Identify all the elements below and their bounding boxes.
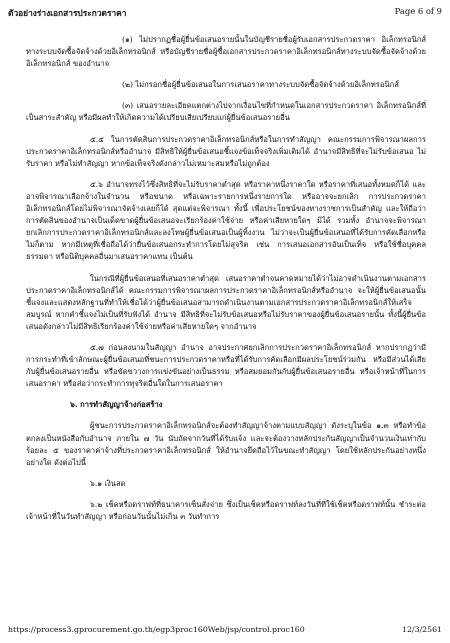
section-heading-6: ๖. การทำสัญญาจ้างก่อสร้าง: [70, 400, 163, 410]
paragraph-clause-5-6: ๕.๖ อำนาจทรงไว้ซึ่งสิทธิที่จะไม่รับราคาต่ำสุด หรือราคาหนึ่งราคาใด หรือราคาที่เสนอทั้งหมดก็ได้ และอาจพิจารณาเลือกจ้างในจำนวน หรือขนาด หรือเฉพาะรายการหนึ่งรายการใด หรืออาจจะยกเลิก การประกวดราคาอิเล็กทรอนิกส์โดยไม่พิจารณาจัดจ้างเลยก็ได้ สุดแต่จะพิจารณา ทั้งนี้ เพื่อประโยชน์ของทางราชการเป็นสำคัญ และให้ถือว่าการตัดสินของอำนาจเป็นเด็ดขาดผู้ยื่นข้อเสนอจะเรียกร้องค่าใช้จ่าย หรือค่าเสียหายใดๆ มิได้ รวมทั้ง อำนาจจะพิจารณายกเลิกการประกวดราคาอิเล็กทรอนิกส์และลงโทษผู้ยื่นข้อเสนอเป็นผู้ทิ้งงาน ไม่ว่าจะเป็นผู้ยื่นข้อเสนอที่ได้รับการคัดเลือกหรือไม่ก็ตาม หากมีเหตุที่เชื่อถือได้ว่ายื่นข้อเสนอกระทำการโดยไม่สุจริต เช่น การเสนอเอกสารอันเป็นเท็จ หรือใช้ชื่อบุคคลธรรมดา หรือนิติบุคคลอื่นมาเสนอราคาแทน เป็นต้น: [26, 179, 426, 262]
page-header: [8, 6, 442, 20]
paragraph-clause-6-1: ๖.๑ เงินสด: [90, 478, 126, 488]
paragraph-clause-5-7: ๕.๗ ก่อนลงนามในสัญญา อำนาจ อาจประกาศยกเลิกการประกวดราคาอิเล็กทรอนิกส์ หากปรากฏว่ามีการกระทำที่เข้าลักษณะผู้ยื่นข้อเสนอที่ชนะการประกวดราคาหรือที่ได้รับการคัดเลือกมีผลประโยชน์ร่วมกัน หรือมีส่วนได้เสียกับผู้ยื่นข้อเสนอรายอื่น หรือขัดขวางการแข่งขันอย่างเป็นธรรม หรือสมยอมกันกับผู้ยื่นข้อเสนอรายอื่น หรือเจ้าหน้าที่ในการเสนอราคา หรือส่อว่ากระทำการทุจริตอื่นใดในการเสนอราคา: [26, 342, 426, 389]
paragraph-section-6: ผู้ชนะการประกวดราคาอิเล็กทรอนิกส์จะต้องทำสัญญาจ้างตามแบบสัญญา ดังระบุในข้อ ๑.๓ หรือทำข้อตกลงเป็นหนังสือกับอำนาจ ภายใน ๗ วัน นับถัดจากวันที่ได้รับแจ้ง และจะต้องวางหลักประกันสัญญาเป็นจำนวนเงินเท่ากับร้อยละ ๕ ของราคาค่าจ้างที่ประกวดราคาอิเล็กทรอนิกส์ ให้อำนาจยึดถือไว้ในขณะทำสัญญา โดยใช้หลักประกันอย่างหนึ่งอย่างใด ดังต่อไปนี้: [26, 421, 426, 467]
paragraph-clause-6-2: ๖.๒ เช็คหรือดราฟท์ที่ธนาคารเซ็นสั่งจ่าย ซึ่งเป็นเช็คหรือดราฟท์ลงวันที่ที่ใช้เช็คหรือดราฟท์นั้น ชำระต่อเจ้าหน้าที่ในวันทำสัญญา หรือก่อนวันนั้นไม่เกิน ๓ วันทำการ: [26, 499, 426, 521]
document-title: ตัวอย่างร่างเอกสารประกวดราคา: [8, 8, 127, 18]
paragraph-item-1: (๑) ไม่ปรากฏชื่อผู้ยื่นข้อเสนอรายนั้นในบัญชีรายชื่อผู้รับเอกสารประกวดราคา อิเล็กทรอนิกส์ทางระบบจัดซื้อจัดจ้างด้วยอิเล็กทรอนิกส์ หรือบัญชีรายชื่อผู้ซื้อเอกสารประกวดราคาอิเล็กทรอนิกส์ทางระบบจัดซื้อจัดจ้างด้วยอิเล็กทรอนิกส์ ของอำนาจ: [26, 35, 426, 69]
document-body: [26, 34, 426, 523]
page-footer: [8, 625, 442, 637]
page-number: Page 6 of 9: [394, 6, 442, 16]
paragraph-lowest-bid: ในกรณีที่ผู้ยื่นข้อเสนอที่เสนอราคาต่ำสุด เสนอราคาต่ำจนคาดหมายได้ว่าไม่อาจดำเนินงานตามเอกสารประกวดราคาอิเล็กทรอนิกส์ได้ คณะกรรมการพิจารณาผลการประกวดราคาอิเล็กทรอนิกส์หรืออำนาจ จะให้ผู้ยื่นข้อเสนอนั้นชี้แจงและแสดงหลักฐานที่ทำให้เชื่อได้ว่าผู้ยื่นข้อเสนอสามารถดำเนินงานตามเอกสารประกวดราคาอิเล็กทรอนิกส์ให้เสร็จสมบูรณ์ หากคำชี้แจงไม่เป็นที่รับฟังได้ อำนาจ มีสิทธิที่จะไม่รับข้อเสนอหรือไม่รับราคาของผู้ยื่นข้อเสนอรายนั้น ทั้งนี้ผู้ยื่นข้อเสนอดังกล่าวไม่มีสิทธิเรียกร้องค่าใช้จ่ายหรือค่าเสียหายใดๆ จากอำนาจ: [26, 273, 426, 331]
paragraph-item-2: (๒) ไม่กรอกชื่อผู้ยื่นข้อเสนอในการเสนอราคาทางระบบจัดซื้อจัดจ้างด้วยอิเล็กทรอนิกส์: [122, 80, 399, 90]
paragraph-item-3: (๓) เสนอรายละเอียดแตกต่างไปจากเงื่อนไขที่กำหนดในเอกสารประกวดราคา อิเล็กทรอนิกส์ที่เป็นสาระสำคัญ หรือมีผลทำให้เกิดความได้เปรียบเสียเปรียบแก่ผู้ยื่นข้อเสนอรายอื่น: [26, 101, 426, 123]
footer-url: https://process3.gprocurement.go.th/egp3proc160Web/jsp/control.proc160: [8, 625, 305, 634]
paragraph-clause-5-5: ๕.๕ ในการตัดสินการประกวดราคาอิเล็กทรอนิกส์หรือในการทำสัญญา คณะกรรมการพิจารณาผลการประกวดราคาอิเล็กทรอนิกส์หรืออำนาจ มีสิทธิให้ผู้ยื่นข้อเสนอชี้แจงข้อเท็จจริงเพิ่มเติมได้ อำนาจมีสิทธิที่จะไม่รับข้อเสนอ ไม่รับราคา หรือไม่ทำสัญญา หากข้อเท็จจริงดังกล่าวไม่เหมาะสมหรือไม่ถูกต้อง: [26, 134, 426, 168]
footer-date: 12/3/2561: [402, 625, 442, 634]
